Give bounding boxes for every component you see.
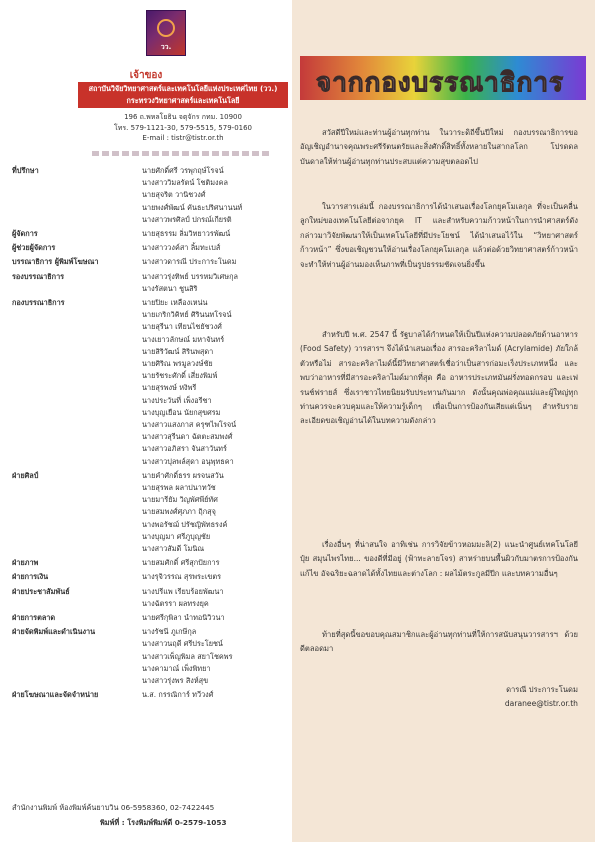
staff-role: ฝ่ายการตลาด [12, 613, 56, 622]
staff-name: นายสิริวัฒน์ สิรินพสุดา [142, 346, 214, 356]
editor-email: daranee@tistr.or.th [504, 699, 578, 708]
staff-name: นางบุญเยือน นัยกสุขศรม [142, 407, 221, 417]
staff-name: น.ส. กรรณิการ์ ทวีวงศ์ [142, 690, 214, 700]
editorial-banner [300, 56, 586, 100]
logo-mark-icon [157, 19, 175, 37]
staff-name: นางประวันที่ เพ็งอรีชา [142, 395, 212, 405]
ministry-name: กระทรวงวิทยาศาสตร์และเทคโนโลยี [126, 96, 240, 105]
staff-role: กองบรรณาธิการ [12, 298, 65, 307]
staff-name: นางสาววงค์สา ลิ้มทะเบส์ [142, 243, 221, 253]
institute-banner [78, 82, 288, 108]
staff-name: นางสาวอภิสรา จันสาวันทร์ [142, 444, 227, 454]
email: E-mail : tistr@tistr.or.th [142, 134, 224, 142]
printer-line: พิมพ์ที่ : โรงพิมพ์พิมพ์ดี 0-2579-1053 [100, 818, 227, 827]
staff-role: รองบรรณาธิการ [12, 271, 65, 281]
staff-name: นางคามาณ์ เพ็งพิทยา [142, 663, 211, 673]
staff-role: ผู้จัดการ [12, 229, 38, 238]
staff-role: ฝ่ายจัดพิมพ์และดำเนินงาน [12, 627, 96, 637]
staff-name: นายสมพงศ์ศุภภา ฤิกสุจุ [142, 507, 216, 517]
staff-name: นายสุธรรม ลิ่มวิทยาวรพัฒน์ [142, 229, 231, 238]
staff-name: นางสาวแสงภาส ครุฑไพโรจน์ [142, 420, 237, 429]
staff-name: นายศรีกุพิลา นำทอนิวิวนา [142, 613, 225, 622]
staff-name: นางพอรัชฌ์ ปรัชญิพัทธรงค์ [142, 519, 228, 529]
staff-name: นายปิยะ เหลืองเหน่น [142, 298, 208, 307]
staff-name: นายศักดิ์ศรี วรพุกฤษ์โรจน์ [142, 166, 224, 175]
staff-role: ฝ่ายศิลป์ [12, 470, 39, 480]
masthead-column [0, 0, 292, 842]
staff-name: นายสุรีนา เทียนไชยัชวงศ์ [142, 322, 222, 332]
staff-name: นายศิริณ พรมูลวงษ์ชัย [142, 359, 213, 368]
staff-name: นางรัสตนา ชูนสิริ [142, 283, 198, 293]
editorial-title: จากกองบรรณาธิการ [316, 68, 564, 98]
staff-name: นางปรีแพ เรียบร้อยพัฒนา [142, 586, 224, 596]
staff-name: นายมารียัม วิญพัศพีย์ทัศ [142, 495, 218, 505]
staff-role: ฝ่ายโฆษณาและจัดจำหน่าย [12, 690, 99, 700]
editorial-paragraph-2: ในวารสารเล่มนี้ กองบรรณาธิการได้นำเสนอเรื่องโลกยุคโมเลกุล ที่จะเป็นคลื่นลูกใหม่ของเทคโนโลยีต่อจากยุค IT และสำหรับความก้าวหน้าในการนำศาสตร์ดังกล่าวมาวิจัยพัฒนาให้เป็นเทคโนโลยีที่มีประโยชน์ ได้นำเสนอไว้ใน “วิทยาศาสตร์ก้าวหน้า” ซึ่งขอเชิญชวนให้อ่านเรื่องโลกยุคโมเลกุล แล้วต่อด้วยวิทยาศาสตร์ก้าวหน้า จะทำให้ท่านผู้อ่านมองเห็นภาพที่เป็นรูปธรรมชัดเจนยิ่งขึ้น [300, 202, 578, 269]
divider-dots [92, 151, 272, 157]
staff-name: นายพงศ์พัฒน์ คันธะปริศนานนท์ [142, 202, 243, 212]
staff-role: ผู้ช่วยผู้จัดการ [12, 243, 56, 253]
staff-name: นายรัชระศักดิ์ เสี่ยงพิมพ์ [142, 371, 218, 381]
staff-name: นางรัชนี ภูเกษีกุล [142, 627, 197, 637]
editorial-paragraph-1: สวัสดีปีใหม่และท่านผู้อ่านทุกท่าน ในวาระดิถีขึ้นปีใหม่ กองบรรณาธิการขออัญเชิญอำนาจคุณพระศรีรัตนตรัยและสิ่งศักดิ์สิทธิ์ทั้งหลายในสากลโลก โปรดดลบันดาลให้ท่านผู้อ่านทุกท่านประสบแต่ความสุขตลอดไป [300, 128, 578, 166]
address: 196 ถ.พหลโยธิน จตุจักร กทม. 10900 [124, 113, 242, 121]
staff-role: ฝ่ายภาพ [12, 558, 39, 568]
staff-name: นางสาวเพ็ญพิมล สยาโชคพร [142, 651, 233, 661]
staff-name: นายสุจริต วานิชวงศ์ [142, 190, 206, 200]
staff-name: นางฉัตรรา ผลทรงยุค [142, 598, 209, 608]
staff-name: นายสุรพงษ์ หงิพรี [142, 383, 197, 393]
staff-name: นายเกริกวิคิทย์ ศิรินนทโรจน์ [142, 310, 232, 320]
staff-name: นางสาวสัมดี โมนิณ [142, 543, 205, 553]
staff-role: ที่ปรึกษา [12, 166, 39, 175]
staff-name: นางสาวรุ่งพร สิงห์สุข [142, 675, 209, 685]
staff-role: ฝ่ายประชาสัมพันธ์ [12, 586, 70, 596]
staff-name: นางสาวสุรีนดา ฉัตตะสมพงศ์ [142, 432, 233, 442]
editorial-paragraph-5: ท้ายที่สุดนี้ขอขอบคุณสมาชิกและผู้อ่านทุกท่านที่ให้การสนับสนุนวารสารฯ ด้วยดีตลอดมา [300, 630, 578, 654]
editorial-paragraph-4: เรื่องอื่นๆ ที่น่าสนใจ อาทิเช่น การวิจัยข้าวหอมมะลิ(2) แนะนำศูนย์เทคโนโลยีปุ๋ย สมุนไพรไทย... ของดีที่มีอยู่ (ฟ้าทะลายโจร) สาหร่ายบนพื้นผิวกับมาตรการป้องกันแก้ไข อัจฉริยะฉลาดได้ทั้งไทยและต่างโลก : ผลไม้ตระกูลมีปีก และบทความอื่นๆ [300, 540, 578, 578]
staff-name: นางสาวดารณี ประการะโนดม [142, 257, 237, 267]
logo-text: วว. [160, 43, 172, 51]
editor-signature: ดารณี ประการะโนดม [506, 685, 578, 694]
institute-name: สถาบันวิจัยวิทยาศาสตร์และเทคโนโลยีแห่งประเทศไทย (วว.) [88, 84, 278, 93]
office-line: สำนักงานพิมพ์ ห้องพิมพ์ค้นยาบวิน 06-5958360, 02-7422445 [12, 803, 215, 812]
staff-name: นางรุจิวรรณ สุรพระเขตร [142, 572, 222, 582]
staff-name: นายสุรพล ผลาปนาทวัช [142, 482, 216, 492]
staff-role: ฝ่ายการเงิน [12, 572, 49, 582]
staff-name: นางสาวพรศิลป์ ปกรณ์เกียรติ [142, 214, 232, 224]
tistr-logo [146, 10, 186, 56]
staff-name: นางเยาวลักษณ์ มหาจันทร์ [142, 334, 225, 344]
staff-name: นางสาวปุลพล์สุดา อนุพุทธคา [142, 456, 234, 466]
staff-role: บรรณาธิการ ผู้พิมพ์โฆษณา [12, 257, 99, 267]
staff-name: นางบุญมา ศรีภูบุญชัย [142, 531, 211, 541]
staff-name: นายสมศักดิ์ ศรีสุกปัยการ [142, 558, 220, 568]
owner-label: เจ้าของ [129, 70, 163, 81]
staff-name: นางสาวรุ่งทิพย์ บรรหมวิเศษกุล [142, 271, 239, 281]
staff-name: นางสาววิมลรัตน์ โชติมงคล [142, 178, 228, 188]
phone: โทร. 579-1121-30, 579-5515, 579-0160 [113, 124, 253, 132]
editorial-paragraph-3: สำหรับปี พ.ศ. 2547 นี้ รัฐบาลได้กำหนดให้เป็นปีแห่งความปลอดภัยด้านอาหาร (Food Safety) วารสารฯ จึงได้นำเสนอเรื่อง สารอะคริลาไมด์ (Acrylamide) ภัยใกล้ตัวหรือไม่ สารอะคริลาไมด์นี้มีวิทยาศาสตร์เชื่อว่าเป็นสารก่อมะเร็งประเภทหนึ่ง และพบว่าอาหารที่มีสารอะคริลาไมด์มากที่สุด คือ อาหารประเภทมันฝรั่งทอดกรอบ และเฟรนช์ฟรายส์ ซึ่งเราชาวไทยนิยมรับประทานกันมาก ดังนั้นคุณพ่อคุณแม่และผู้ใหญ่ทุกท่านควรจะควบคุมและให้ความรู้เด็กๆ เพื่อเป็นการป้องกันเสียแต่เนิ่นๆ สำหรับรายละเอียดขอเชิญอ่านได้ในบทความดังกล่าว [300, 330, 578, 426]
staff-name: นางสาวนฤดี ศรีประโยชน์ [142, 639, 223, 649]
staff-name: นายคำศักดิ์ธรร ผรจนสวัน [142, 470, 224, 480]
